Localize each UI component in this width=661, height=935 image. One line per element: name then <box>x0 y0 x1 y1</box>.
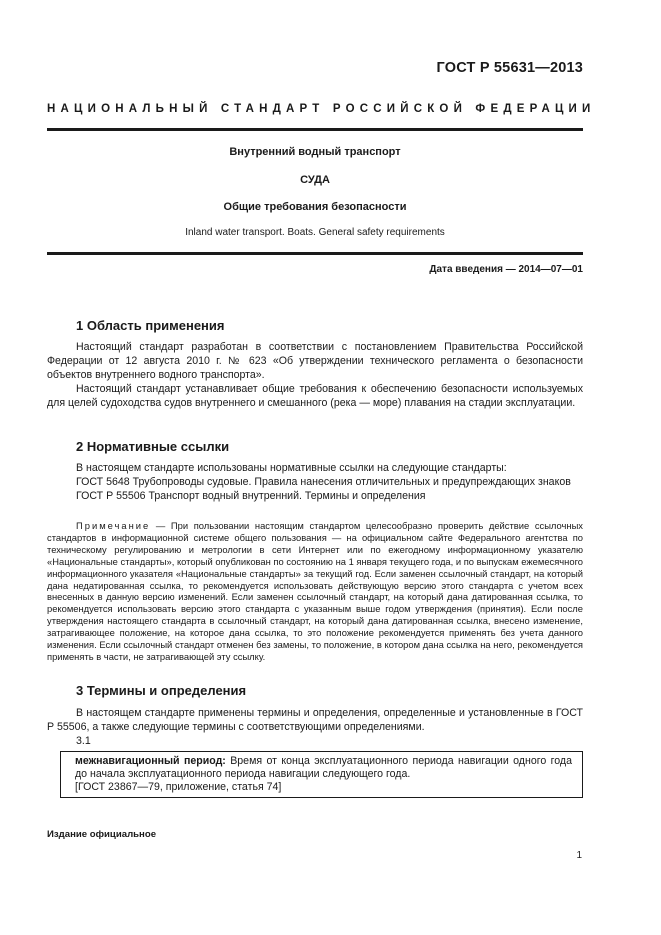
note-label: Примечание <box>76 520 151 531</box>
title-block <box>47 146 583 246</box>
reference-gost-r-55506: ГОСТ Р 55506 Транспорт водный внутренний. Термины и определения <box>76 490 426 502</box>
note-text: — При пользовании настоящим стандартом целесообразно проверить действие ссылочных стандартов в информационной системе общего пользования — на официальном сайте Федерального агентства по техническому регулированию и метрологии в сети Интернет или по ежегодному информационному указателю «Национальные стандарты», который опубликован по состоянию на 1 января текущего года, и по выпускам ежемесячного информационного указателя «Национальные стандарты» за текущий год. Если заменен ссылочный стандарт, на который дана недатированная ссылка, то рекомендуется использовать действующую версию этого стандарта с учетом всех внесенных в данную версию изменений. Если заменен ссылочный стандарт, на который дана датированная ссылка, то рекомендуется использовать версию этого стандарта с указанным выше годом утверждения (принятия). Если после утверждения настоящего стандарта в ссылочный стандарт, на который дана датированная ссылка, внесено изменение, затрагивающее положение, на которое дана ссылка, то это положение рекомендуется применять без учета данного изменения. Если ссылочный стандарт отменен без замены, то положение, в котором дана ссылка на него, рекомендуется применять в части, не затрагивающей эту ссылку. <box>47 520 583 662</box>
section-1-paragraph-2: Настоящий стандарт устанавливает общие требования к обеспечению безопасности используемых для целей судоходства судов внутреннего и смешанного (река — море) плавания на стадии эксплуатации. <box>47 383 583 409</box>
document-code: ГОСТ Р 55631—2013 <box>436 60 583 76</box>
introduction-date: Дата введения — 2014—07—01 <box>429 264 583 275</box>
section-1-paragraph-1: Настоящий стандарт разработан в соответствии с постановлением Правительства Российской Федерации от 12 августа 2010 г. № 623 «Об утверждении технического регламента о безопасности объектов внутреннего водного транспорта». <box>47 341 583 381</box>
official-edition-label: Издание официальное <box>47 829 157 840</box>
term-definition <box>75 755 572 781</box>
section-2-heading: 2 Нормативные ссылки <box>76 439 230 454</box>
reference-gost-5648: ГОСТ 5648 Трубопроводы судовые. Правила нанесения отличительных и предупреждающих знаков <box>76 476 571 488</box>
term-definition-box <box>60 751 583 798</box>
term-source: [ГОСТ 23867—79, приложение, статья 74] <box>75 781 282 793</box>
section-1-heading: 1 Область применения <box>76 318 225 333</box>
title-english: Inland water transport. Boats. General safety requirements <box>185 227 445 238</box>
page-number: 1 <box>576 850 582 861</box>
top-rule <box>47 128 583 131</box>
title-line-3: Общие требования безопасности <box>223 201 407 213</box>
term-name: межнавигационный период: <box>75 755 226 767</box>
section-3-body <box>47 706 583 748</box>
section-3-paragraph-1: В настоящем стандарте применены термины и определения, определенные и установленные в ГОСТ Р 55506, а также следующие термины с соответствующими определениями. <box>47 707 583 733</box>
section-2-body <box>47 461 583 503</box>
term-definition-text: Время от конца эксплуатационного периода навигации одного года до начала эксплуатационного периода навигации следующего года. <box>75 755 572 780</box>
section-1-body <box>47 340 583 410</box>
title-line-1: Внутренний водный транспорт <box>229 146 401 158</box>
national-standard-banner: НАЦИОНАЛЬНЫЙ СТАНДАРТ РОССИЙСКОЙ ФЕДЕРАЦИИ <box>47 103 596 115</box>
title-line-2: СУДА <box>300 174 330 186</box>
reference-note <box>47 520 583 663</box>
bottom-title-rule <box>47 252 583 255</box>
section-2-paragraph-1: В настоящем стандарте использованы нормативные ссылки на следующие стандарты: <box>76 462 507 474</box>
section-3-item-number: 3.1 <box>76 735 91 747</box>
section-3-heading: 3 Термины и определения <box>76 683 247 698</box>
